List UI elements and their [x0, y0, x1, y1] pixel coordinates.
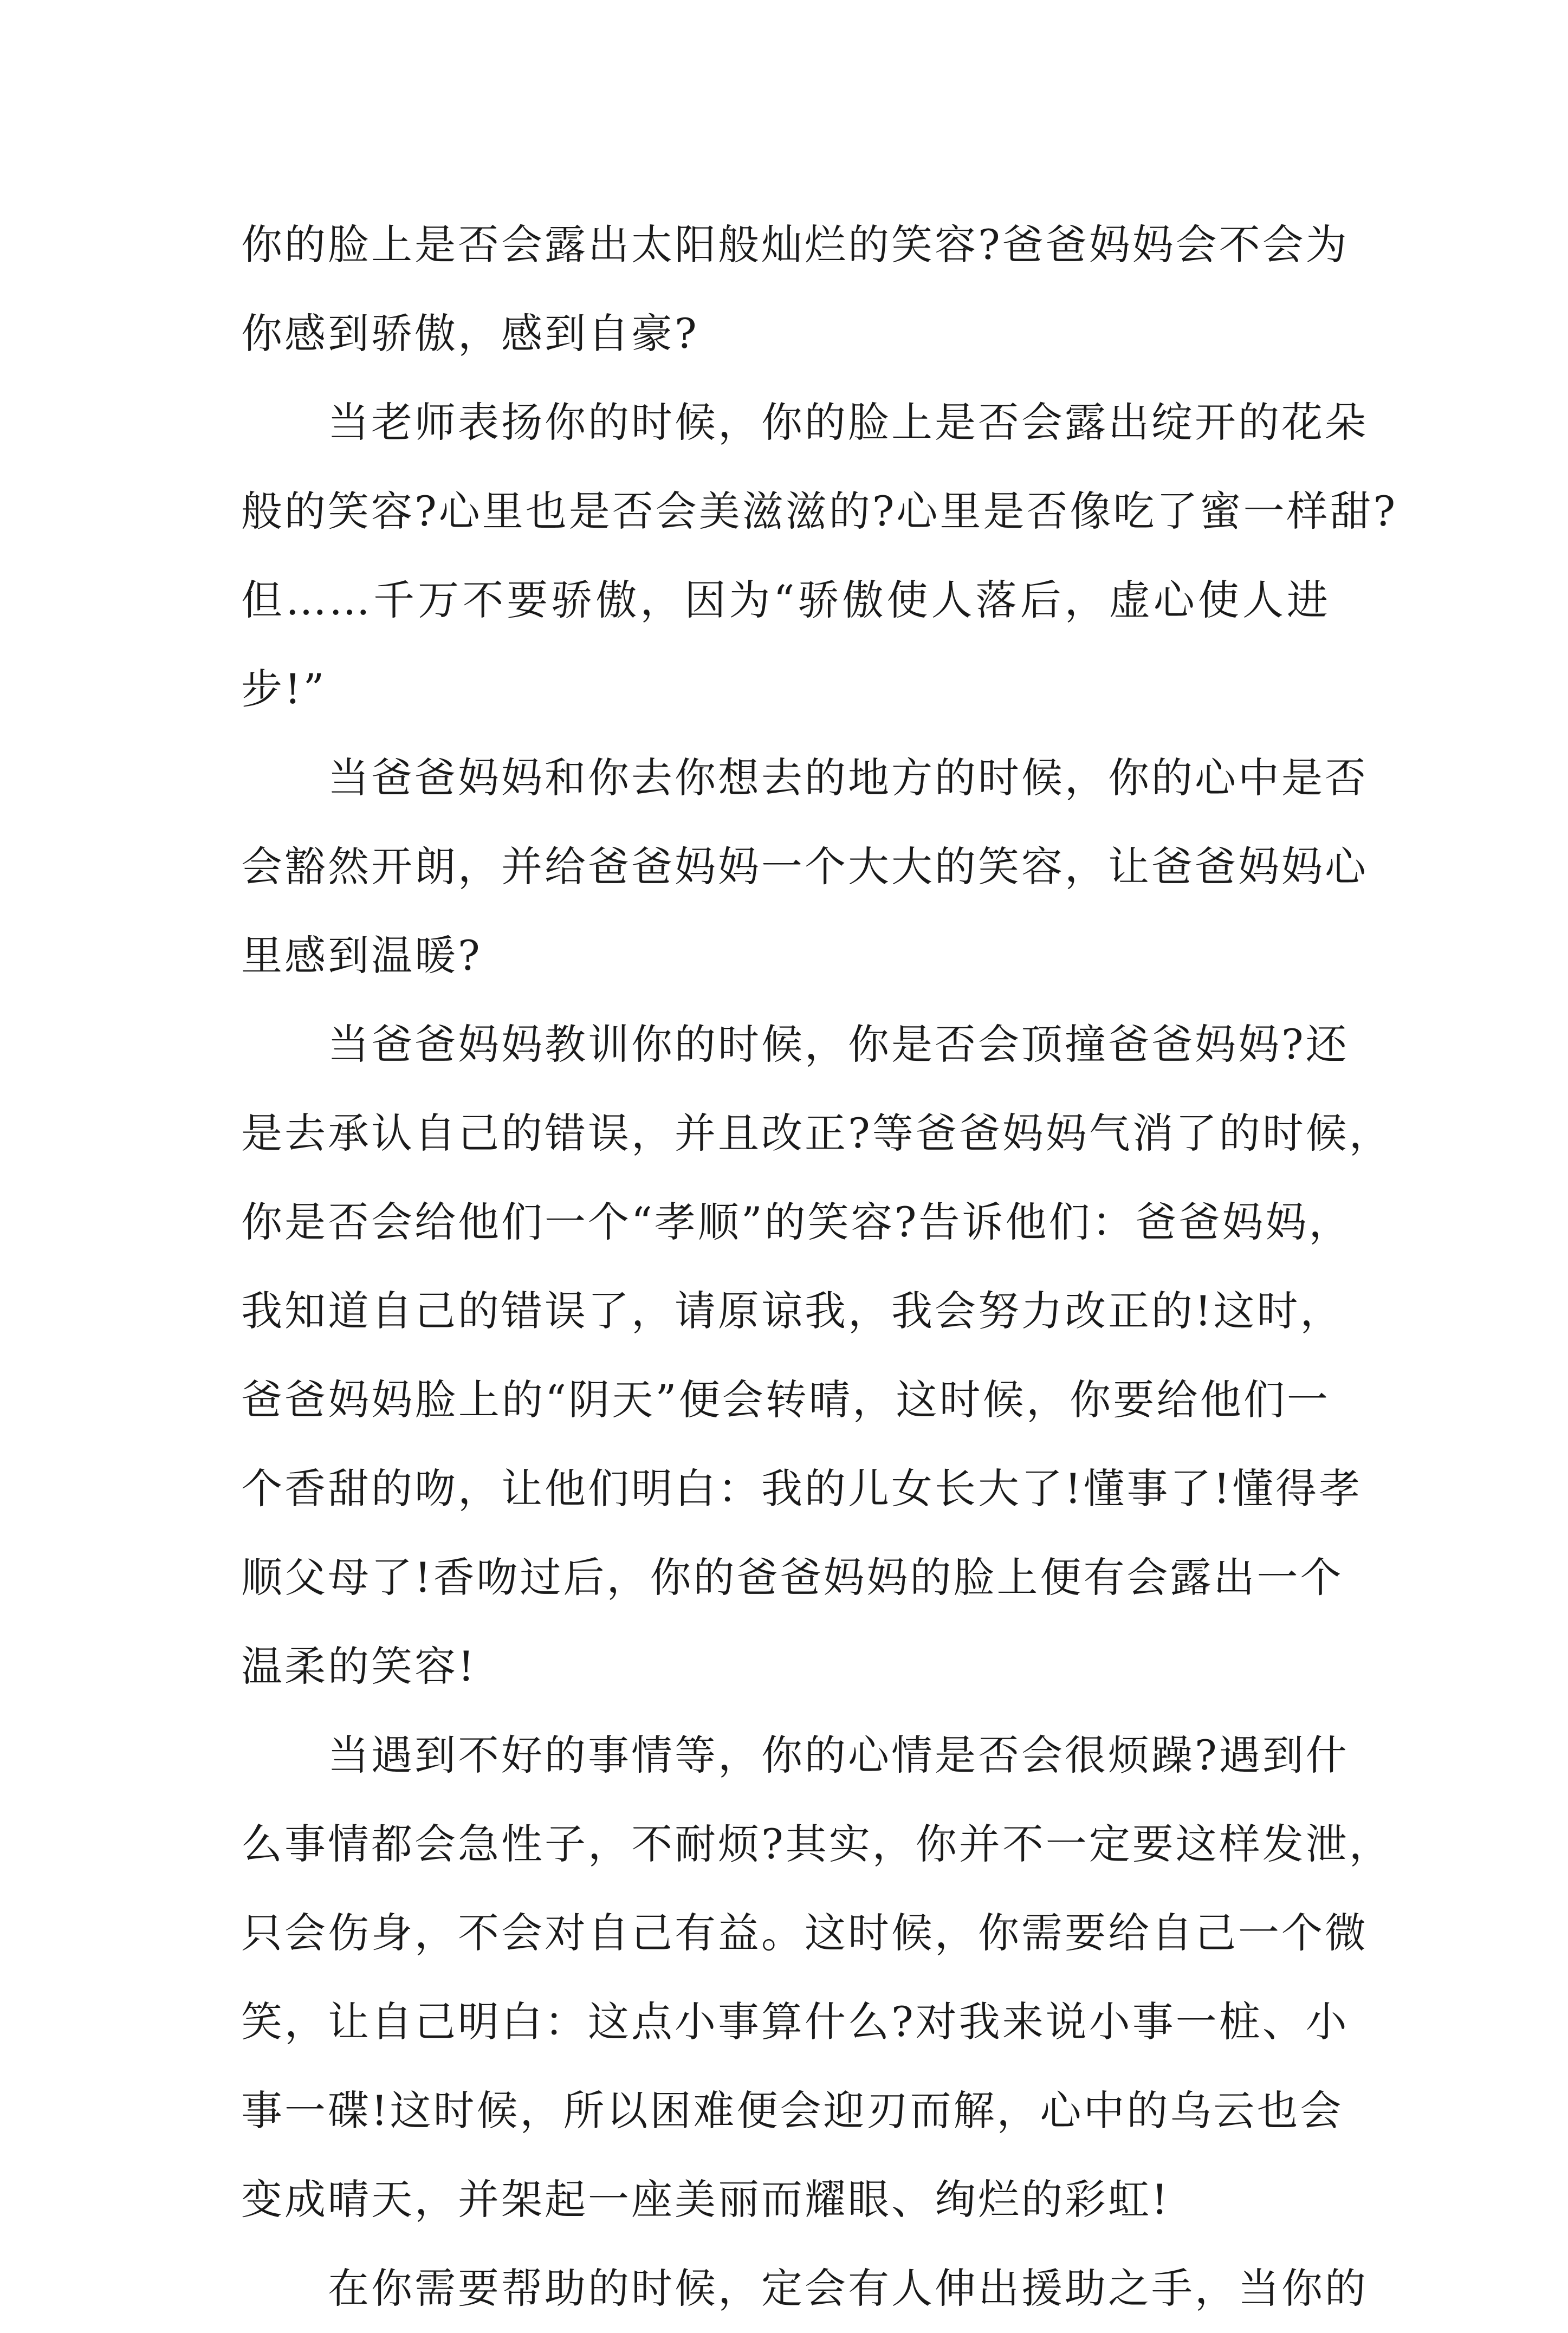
text-line: 在你需要帮助的时候，定会有人伸出援助之手，当你的	[328, 2264, 1368, 2312]
text-line: 顺父母了!香吻过后，你的爸爸妈妈的脸上便有会露出一个	[241, 1553, 1344, 1602]
text-line: 你感到骄傲，感到自豪?	[241, 309, 699, 358]
text-line: 是去承认自己的错误，并且改正?等爸爸妈妈气消了的时候，	[241, 1109, 1392, 1157]
text-line: 你是否会给他们一个“孝顺”的笑容?告诉他们：爸爸妈妈，	[241, 1198, 1352, 1246]
text-line: 步!”	[241, 665, 327, 713]
text-line: 当爸爸妈妈和你去你想去的地方的时候，你的心中是否	[328, 754, 1368, 802]
paragraph	[241, 378, 1398, 734]
text-line: 事一碟!这时候，所以困难便会迎刃而解，心中的乌云也会	[241, 2086, 1344, 2135]
paragraph	[241, 1711, 1392, 2244]
text-line: 会豁然开朗，并给爸爸妈妈一个大大的笑容，让爸爸妈妈心	[241, 843, 1368, 891]
text-line: 但……千万不要骄傲，因为“骄傲使人落后，虚心使人进	[241, 576, 1330, 624]
text-line: 只会伤身，不会对自己有益。这时候，你需要给自己一个微	[241, 1909, 1368, 1957]
text-line: 当遇到不好的事情等，你的心情是否会很烦躁?遇到什	[328, 1731, 1349, 1779]
paragraph	[241, 200, 1349, 378]
text-line: 变成晴天，并架起一座美丽而耀眼、绚烂的彩虹!	[241, 2175, 1170, 2224]
text-line: 爸爸妈妈脸上的“阴天”便会转晴，这时候，你要给他们一	[241, 1376, 1330, 1424]
text-line: 笑，让自己明白：这点小事算什么?对我来说小事一桩、小	[241, 1998, 1349, 2046]
text-line: 里感到温暖?	[241, 931, 482, 980]
document-body	[241, 200, 1398, 2333]
text-line: 般的笑容?心里也是否会美滋滋的?心里是否像吃了蜜一样甜?	[241, 487, 1398, 535]
text-line: 个香甜的吻，让他们明白：我的儿女长大了!懂事了!懂得孝	[241, 1464, 1363, 1513]
text-line: 当爸爸妈妈教训你的时候，你是否会顶撞爸爸妈妈?还	[328, 1020, 1349, 1068]
text-line: 你的脸上是否会露出太阳般灿烂的笑容?爸爸妈妈会不会为	[241, 221, 1349, 269]
text-line: 温柔的笑容!	[241, 1642, 477, 1690]
text-line: 我知道自己的错误了，请原谅我，我会努力改正的!这时，	[241, 1287, 1344, 1335]
paragraph	[241, 2244, 1368, 2333]
paragraph	[241, 1000, 1392, 1711]
paragraph	[241, 734, 1368, 1000]
text-line: 当老师表扬你的时候，你的脸上是否会露出绽开的花朵	[328, 398, 1368, 446]
text-line: 么事情都会急性子，不耐烦?其实，你并不一定要这样发泄，	[241, 1820, 1392, 1868]
